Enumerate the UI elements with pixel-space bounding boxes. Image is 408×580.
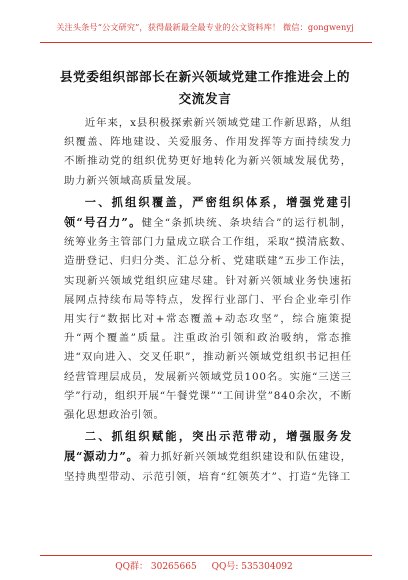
qq-number: QQ号: 535304092 (211, 562, 293, 572)
section-2-heading: 二、抓组织赋能，突出示范带动，增强服务发展“源动力”。 (64, 429, 352, 464)
footer (0, 559, 408, 572)
promo-banner: 关注头条号“公文研究”，获得最新最全最专业的公文资料库！ 微信：gongwenyj (56, 22, 354, 32)
footer-divider (40, 555, 372, 556)
document-body (64, 114, 352, 489)
section-2-paragraph (64, 427, 352, 487)
header-divider (40, 42, 372, 43)
document-title: 县党委组织部部长在新兴领域党建工作推进会上的交流发言 (59, 69, 351, 106)
section-1-paragraph (64, 193, 352, 425)
qq-group: QQ群： 30265665 (115, 562, 197, 572)
section-2-text: 着力抓好新兴领域党组织建设和队伍建设，坚持典型带动、示范引领，培育“红领英才”、打造“先锋工 (64, 451, 352, 483)
section-1-heading: 一、抓组织覆盖，严密组织体系，增强党建引领“号召力”。 (64, 194, 352, 230)
section-1-text: 健全“条抓块统、条块结合”的运行机制，统筹业务主管部门力量成立联合工作组，采取“摸清底数、造册登记、归归分类、汇总分析、党建联建”五步工作法，实现新兴领域党组织应建尽建。针对新兴领域业务快速拓展网点持续布局等特点，发挥行业部门、平台企业牵引作用实行“数据比对+常态覆盖+动态攻坚”，综合施策提升“两个覆盖”质量。注重政治引领和政治吸纳，常态推进“双向进入、交叉任职”，推动新兴领域党组织书记担任经营管理层成员，发展新兴领域党员100名。实施“三送三学”行动，组织开展“午餐党课”“工间讲堂”840余次，不断强化思想政治引领。 (64, 217, 352, 422)
intro-paragraph: 近年来，x县积极探索新兴领域党建工作新思路，从组织覆盖、阵地建设、关爱服务、作用发挥等方面持续发力不断推动党的组织优势更好地转化为新兴领域发展优势，助力新兴领域高质量发展。 (64, 117, 352, 187)
